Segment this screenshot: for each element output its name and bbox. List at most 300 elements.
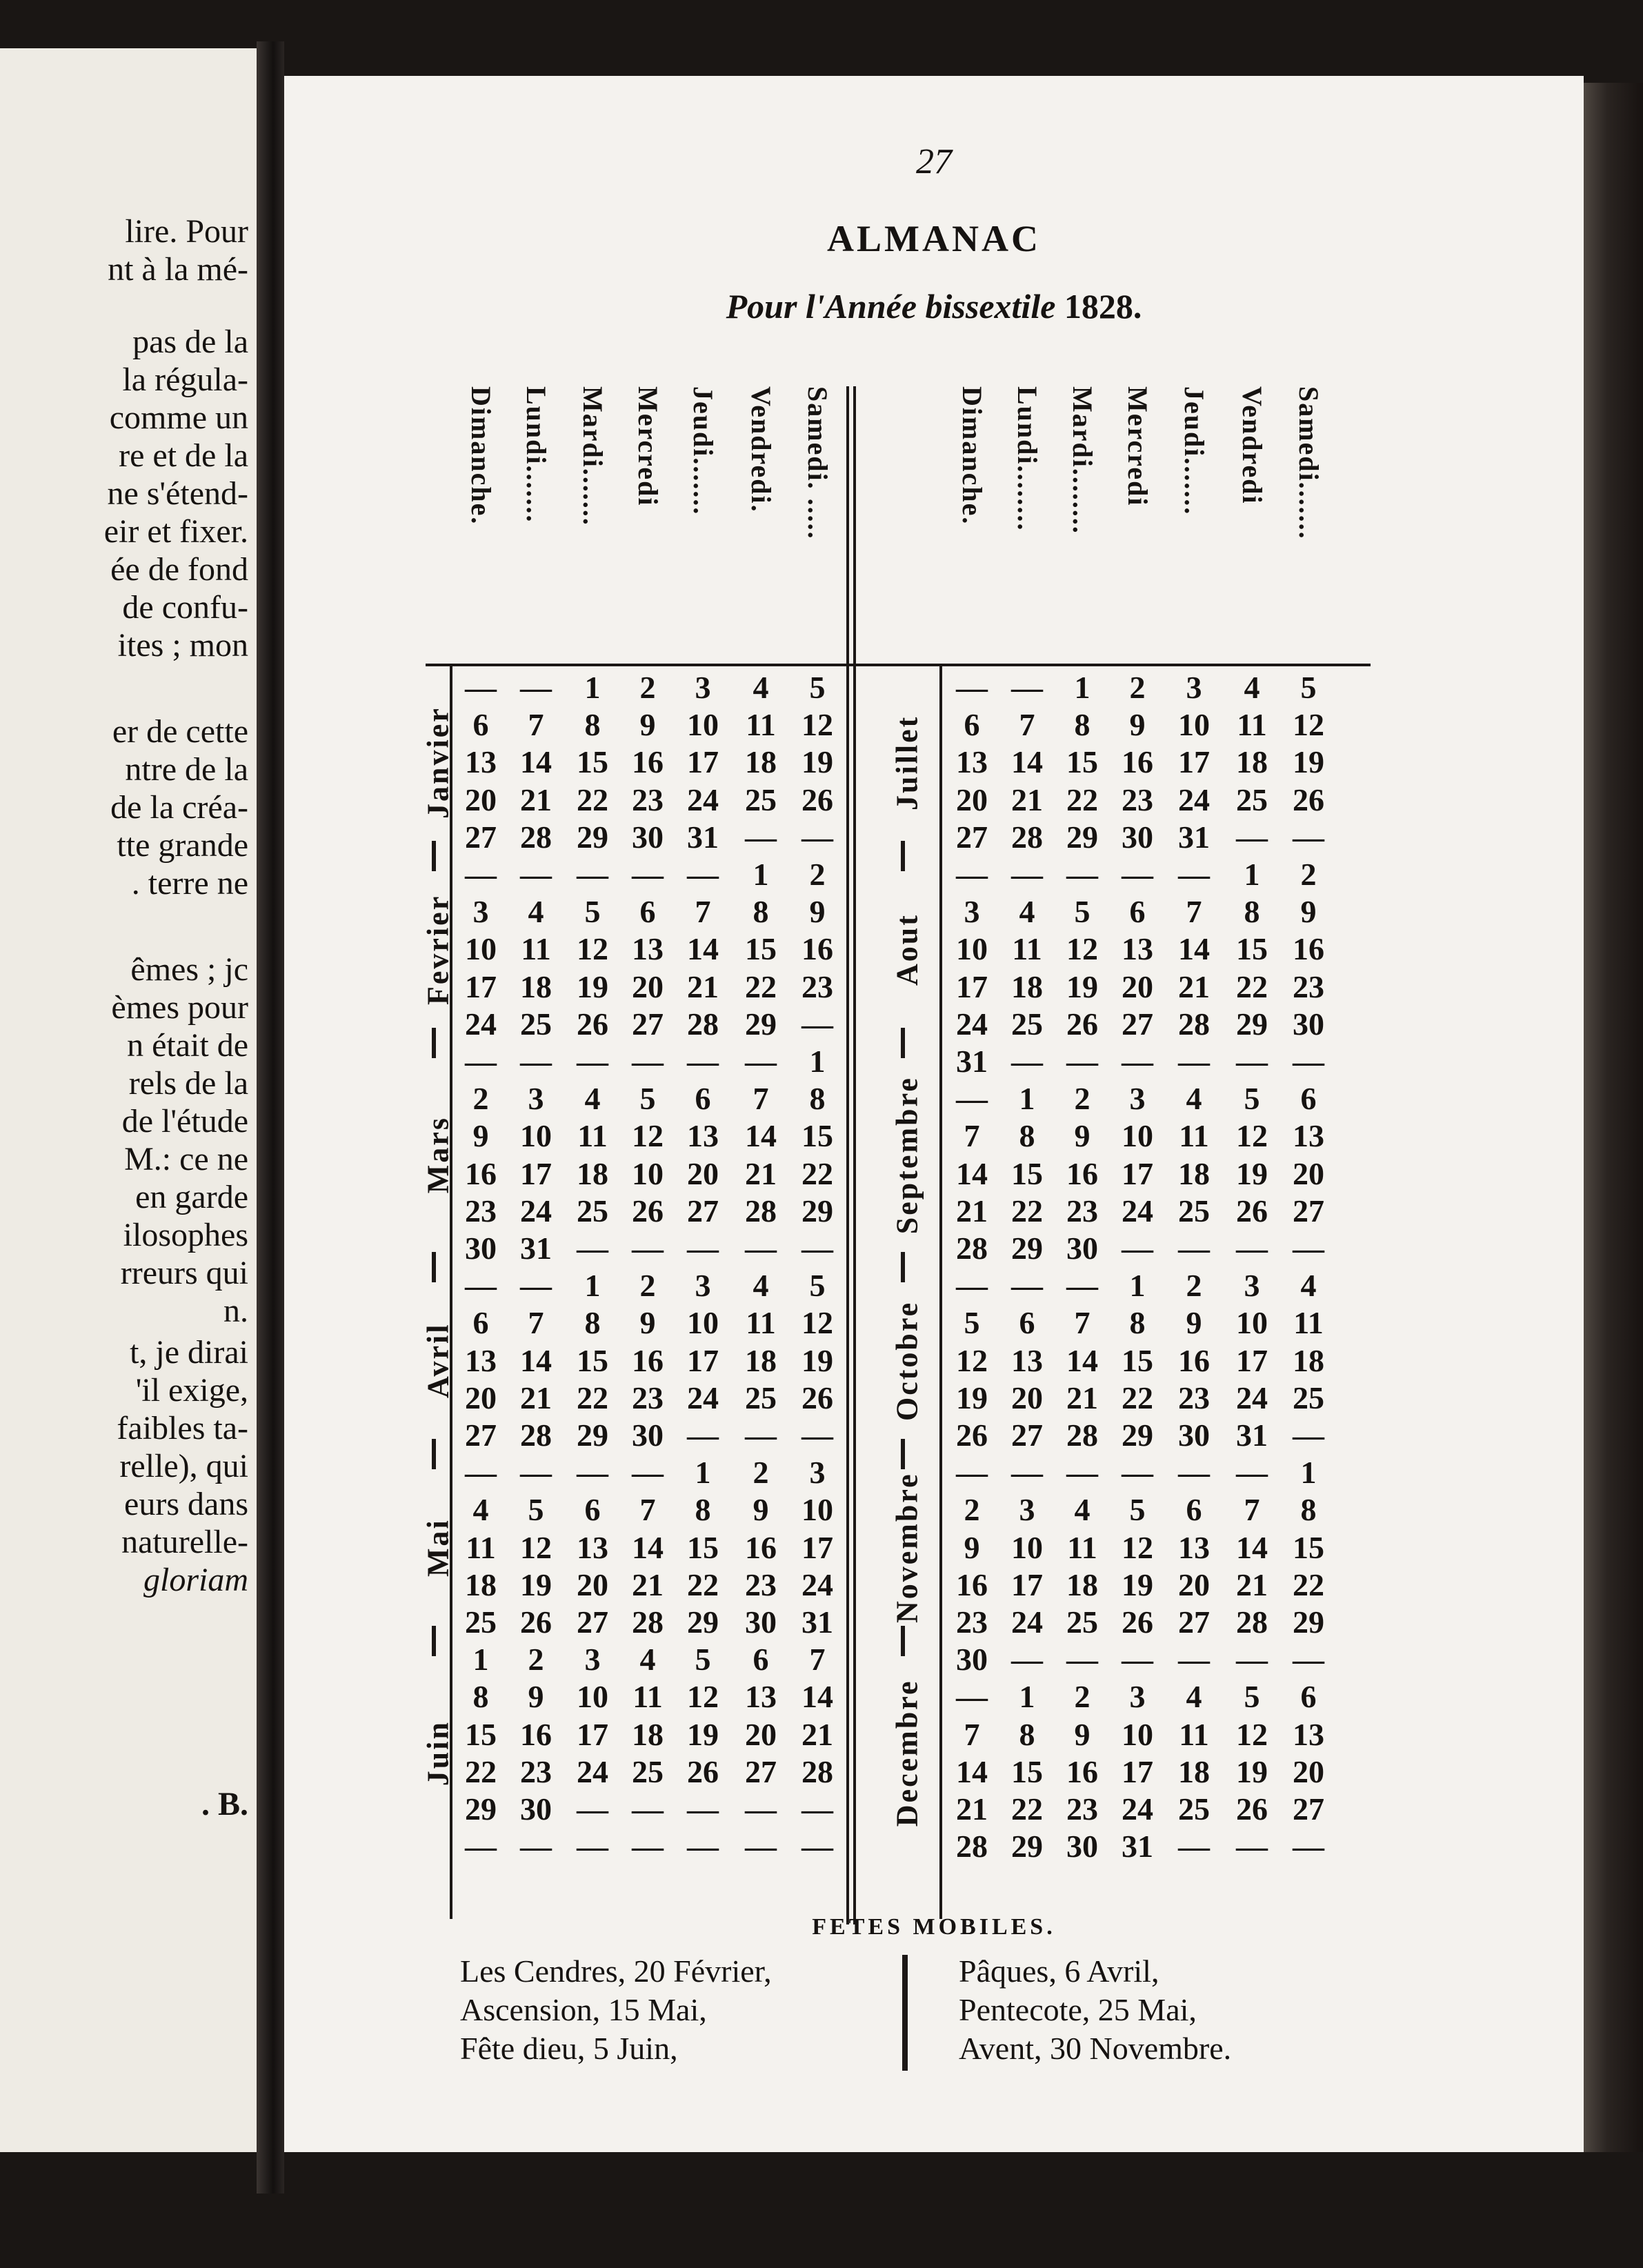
weekday-header: Vendredi (1237, 386, 1268, 505)
calendar-day: 9 (528, 1679, 544, 1715)
facing-page-line: faibles ta- (117, 1410, 248, 1446)
facing-page-line: rreurs qui (120, 1255, 248, 1291)
calendar-day: — (1011, 857, 1043, 892)
calendar-day: — (577, 1791, 608, 1827)
calendar-day: 15 (1066, 744, 1098, 780)
calendar-day: 23 (1066, 1791, 1098, 1827)
calendar-day: 18 (632, 1716, 664, 1752)
calendar-day: 6 (964, 707, 980, 743)
calendar-day: 17 (1122, 1753, 1153, 1789)
calendar-day: 10 (687, 707, 719, 743)
calendar-day: 24 (687, 782, 719, 817)
facing-page-line: relle), qui (119, 1448, 248, 1484)
calendar-day: — (1011, 1455, 1043, 1491)
calendar-day: 19 (1122, 1566, 1153, 1602)
calendar-day: 6 (1186, 1492, 1202, 1528)
calendar-day: — (520, 670, 552, 705)
calendar-day: 25 (1066, 1604, 1098, 1640)
calendar-day: — (1293, 1044, 1324, 1079)
calendar-day: 31 (1178, 819, 1210, 855)
center-double-rule (853, 386, 856, 1924)
calendar-day: 28 (520, 819, 552, 855)
calendar-day: 20 (1011, 1380, 1043, 1415)
calendar-day: 1 (584, 670, 601, 705)
calendar-day: 27 (1293, 1193, 1324, 1228)
calendar-day: 28 (745, 1193, 777, 1228)
calendar-day: 25 (1236, 782, 1268, 817)
calendar-day: 4 (1186, 1081, 1202, 1117)
calendar-day: — (577, 1231, 608, 1266)
calendar-day: 22 (577, 1380, 608, 1415)
calendar-day: 23 (1066, 1193, 1098, 1228)
fetes-divider (902, 1955, 908, 2071)
calendar-day: 4 (753, 670, 769, 705)
calendar-day: 6 (472, 707, 489, 743)
calendar-day: 19 (801, 744, 833, 780)
calendar-day: 10 (520, 1118, 552, 1154)
calendar-day: 28 (1011, 819, 1043, 855)
weekday-header: Jeudi....... (1179, 386, 1210, 516)
calendar-day: 8 (1244, 894, 1260, 930)
calendar-day: 5 (1074, 894, 1091, 930)
calendar-day: 2 (1074, 1679, 1091, 1715)
calendar-day: 17 (956, 968, 988, 1004)
calendar-day: 19 (1293, 744, 1324, 780)
calendar-day: 18 (1178, 1155, 1210, 1191)
calendar-day: — (577, 1829, 608, 1864)
calendar-day: 9 (1074, 1716, 1091, 1752)
calendar-day: — (465, 1268, 497, 1304)
calendar-day: 6 (1019, 1305, 1035, 1341)
calendar-day: 16 (1293, 931, 1324, 967)
page-subtitle (284, 286, 1584, 326)
subtitle-year: 1828. (1064, 287, 1142, 326)
calendar-day: 13 (1293, 1118, 1324, 1154)
calendar-day: 22 (1011, 1791, 1043, 1827)
facing-page-line: M.: ce ne (124, 1141, 248, 1177)
calendar-day: 21 (956, 1791, 988, 1827)
calendar-day: 16 (801, 931, 833, 967)
calendar-day: — (520, 1829, 552, 1864)
calendar-day: 4 (584, 1081, 601, 1117)
calendar-day: 5 (1129, 1492, 1146, 1528)
facing-page-line: re et de la (119, 437, 248, 474)
calendar-day: 14 (632, 1529, 664, 1565)
calendar-day: — (1122, 1642, 1153, 1678)
calendar-day: 2 (1186, 1268, 1202, 1304)
calendar-day: — (745, 1829, 777, 1864)
calendar-day: 13 (465, 744, 497, 780)
calendar-day: 11 (521, 931, 551, 967)
calendar-day: 19 (520, 1566, 552, 1602)
calendar-day: 14 (745, 1118, 777, 1154)
calendar-day: 18 (577, 1155, 608, 1191)
calendar-day: — (956, 1455, 988, 1491)
calendar-day: 23 (465, 1193, 497, 1228)
calendar-day: 6 (584, 1492, 601, 1528)
calendar-day: 26 (1236, 1193, 1268, 1228)
calendar-day: 23 (632, 782, 664, 817)
calendar-day: 29 (1011, 1829, 1043, 1864)
calendar-day: 5 (639, 1081, 656, 1117)
calendar-day: — (687, 1231, 719, 1266)
calendar-day: 8 (584, 1305, 601, 1341)
calendar-day: 25 (745, 1380, 777, 1415)
calendar-day: 1 (753, 857, 769, 892)
calendar-day: — (1011, 670, 1043, 705)
header-rule (426, 664, 1371, 666)
calendar-day: 14 (1178, 931, 1210, 967)
calendar-day: 5 (809, 670, 826, 705)
fetes-right-line: Pâques, 6 Avril, (959, 1953, 1159, 1989)
calendar-day: 31 (1236, 1418, 1268, 1453)
calendar-day: 5 (809, 1268, 826, 1304)
calendar-day: 22 (465, 1753, 497, 1789)
month-label: Fevrier (421, 894, 455, 1005)
calendar-day: 13 (745, 1679, 777, 1715)
calendar-day: 27 (1122, 1006, 1153, 1042)
calendar-day: 12 (520, 1529, 552, 1565)
calendar-day: 17 (1178, 744, 1210, 780)
calendar-day: 12 (956, 1342, 988, 1378)
weekday-header: Jeudi....... (688, 386, 719, 516)
calendar-day: 27 (465, 819, 497, 855)
calendar-day: 14 (520, 1342, 552, 1378)
book-gutter (257, 41, 284, 2194)
calendar-day: 26 (1293, 782, 1324, 817)
facing-page-line: eir et fixer. (103, 513, 248, 550)
calendar-day: 14 (801, 1679, 833, 1715)
calendar-day: 26 (687, 1753, 719, 1789)
calendar-day: 11 (1012, 931, 1042, 967)
calendar-day: 13 (465, 1342, 497, 1378)
calendar-day: 11 (1067, 1529, 1097, 1565)
calendar-day: — (956, 1679, 988, 1715)
calendar-day: 29 (1293, 1604, 1324, 1640)
calendar-day: 25 (1011, 1006, 1043, 1042)
calendar-day: 13 (1122, 931, 1153, 967)
calendar-day: 19 (1236, 1155, 1268, 1191)
calendar-day: — (1011, 1642, 1043, 1678)
calendar-day: — (1236, 1231, 1268, 1266)
page-edge (1584, 83, 1643, 2152)
calendar-day: 27 (1178, 1604, 1210, 1640)
calendar-day: 30 (1293, 1006, 1324, 1042)
calendar-day: 24 (1178, 782, 1210, 817)
calendar-day: 4 (1244, 670, 1260, 705)
weekday-header: Mardi........ (1067, 386, 1098, 535)
calendar-day: 26 (801, 1380, 833, 1415)
calendar-day: 8 (584, 707, 601, 743)
calendar-day: 29 (745, 1006, 777, 1042)
calendar-day: 1 (1074, 670, 1091, 705)
facing-page-line: de confu- (122, 589, 248, 626)
calendar-day: 28 (1066, 1418, 1098, 1453)
facing-page-line: lire. Pour (125, 213, 248, 250)
calendar-day: — (632, 1231, 664, 1266)
calendar-day: 18 (520, 968, 552, 1004)
calendar-day: 29 (801, 1193, 833, 1228)
calendar-day: 17 (1011, 1566, 1043, 1602)
weekday-header: Mardi....... (577, 386, 608, 526)
month-label: Janvier (421, 706, 455, 819)
calendar-day: 18 (1293, 1342, 1324, 1378)
calendar-day: 24 (1236, 1380, 1268, 1415)
calendar-day: 2 (639, 1268, 656, 1304)
calendar-day: 8 (472, 1679, 489, 1715)
calendar-day: — (1011, 1044, 1043, 1079)
calendar-day: 15 (745, 931, 777, 967)
calendar-day: 9 (1129, 707, 1146, 743)
calendar-day: 30 (1178, 1418, 1210, 1453)
calendar-day: — (1178, 1829, 1210, 1864)
calendar-day: 18 (1066, 1566, 1098, 1602)
calendar-day: — (520, 1044, 552, 1079)
calendar-day: 26 (632, 1193, 664, 1228)
calendar-day: 13 (956, 744, 988, 780)
calendar-day: 24 (956, 1006, 988, 1042)
calendar-day: 25 (1178, 1193, 1210, 1228)
facing-page-line: ntre de la (125, 751, 248, 788)
facing-page-line: . terre ne (131, 865, 248, 902)
calendar-day: 20 (956, 782, 988, 817)
calendar-day: 26 (577, 1006, 608, 1042)
calendar-day: 4 (472, 1492, 489, 1528)
calendar-day: 10 (577, 1679, 608, 1715)
calendar-day: 29 (1011, 1231, 1043, 1266)
month-label: Novembre (890, 1472, 924, 1624)
calendar-day: 2 (753, 1455, 769, 1491)
calendar-day: 27 (1293, 1791, 1324, 1827)
calendar-day: 11 (633, 1679, 663, 1715)
calendar-day: — (801, 1006, 833, 1042)
calendar-day: — (745, 1791, 777, 1827)
calendar-day: — (465, 1829, 497, 1864)
calendar-day: 4 (1186, 1679, 1202, 1715)
calendar-day: 4 (1074, 1492, 1091, 1528)
calendar-day: 20 (465, 782, 497, 817)
calendar-day: 6 (1129, 894, 1146, 930)
calendar-day: — (687, 1791, 719, 1827)
calendar-day: 29 (577, 1418, 608, 1453)
month-label: Septembre (890, 1076, 924, 1235)
calendar-day: 15 (1011, 1753, 1043, 1789)
calendar-day: 1 (1019, 1679, 1035, 1715)
calendar-day: — (801, 1829, 833, 1864)
calendar-day: 11 (1237, 707, 1267, 743)
calendar-day: 5 (528, 1492, 544, 1528)
calendar-day: 6 (753, 1642, 769, 1678)
calendar-day: — (1236, 1829, 1268, 1864)
calendar-day: 2 (1300, 857, 1317, 892)
calendar-day: 18 (745, 1342, 777, 1378)
calendar-day: 9 (809, 894, 826, 930)
calendar-day: — (577, 1044, 608, 1079)
calendar-day: 16 (632, 744, 664, 780)
month-label: Avril (421, 1322, 455, 1399)
calendar-day: — (801, 819, 833, 855)
calendar-day: 27 (956, 819, 988, 855)
calendar-day: 3 (695, 1268, 711, 1304)
facing-page-line: t, je dirai (130, 1334, 248, 1371)
calendar-day: 29 (1066, 819, 1098, 855)
calendar-day: 19 (577, 968, 608, 1004)
calendar-day: — (465, 670, 497, 705)
fetes-left-line: Les Cendres, 20 Février, (460, 1953, 772, 1989)
calendar-day: 3 (472, 894, 489, 930)
calendar-day: 19 (687, 1716, 719, 1752)
calendar-day: 10 (1122, 1118, 1153, 1154)
calendar-day: 11 (746, 707, 776, 743)
calendar-day: — (632, 857, 664, 892)
page-title: ALMANAC (827, 218, 1041, 259)
calendar-day: 2 (639, 670, 656, 705)
calendar-day: 13 (1178, 1529, 1210, 1565)
calendar-day: 23 (956, 1604, 988, 1640)
calendar-day: 9 (1186, 1305, 1202, 1341)
calendar-day: — (956, 857, 988, 892)
fetes-left-line: Fête dieu, 5 Juin, (460, 2031, 678, 2066)
calendar-day: 28 (632, 1604, 664, 1640)
calendar-day: 1 (1019, 1081, 1035, 1117)
calendar-day: — (1293, 1642, 1324, 1678)
calendar-day: 29 (687, 1604, 719, 1640)
calendar-day: — (956, 1268, 988, 1304)
almanac-page (284, 76, 1584, 2152)
calendar-day: 28 (687, 1006, 719, 1042)
calendar-day: 24 (687, 1380, 719, 1415)
fetes-right-line: Pentecote, 25 Mai, (959, 1992, 1197, 2027)
calendar-day: — (745, 1418, 777, 1453)
weekday-header: Mercredi (633, 386, 664, 507)
calendar-day: 15 (801, 1118, 833, 1154)
calendar-day: 1 (1129, 1268, 1146, 1304)
calendar-day: 7 (809, 1642, 826, 1678)
calendar-day: 12 (801, 707, 833, 743)
facing-page-line: n. (223, 1293, 248, 1329)
calendar-day: 23 (745, 1566, 777, 1602)
facing-page-line: la régula- (122, 361, 248, 398)
calendar-day: — (1122, 1231, 1153, 1266)
calendar-day: 10 (956, 931, 988, 967)
calendar-day: 28 (1178, 1006, 1210, 1042)
calendar-day: 10 (801, 1492, 833, 1528)
facing-page-line: eurs dans (124, 1486, 248, 1522)
calendar-day: 14 (956, 1753, 988, 1789)
calendar-day: 17 (1122, 1155, 1153, 1191)
facing-page-line: 'il exige, (135, 1372, 248, 1409)
calendar-day: 22 (1122, 1380, 1153, 1415)
month-label: Aout (890, 913, 924, 986)
calendar-day: 11 (1293, 1305, 1324, 1341)
calendar-day: 16 (1066, 1155, 1098, 1191)
calendar-day: 4 (528, 894, 544, 930)
calendar-day: 1 (1244, 857, 1260, 892)
calendar-day: 9 (1074, 1118, 1091, 1154)
calendar-day: 1 (695, 1455, 711, 1491)
calendar-day: 21 (801, 1716, 833, 1752)
calendar-day: 8 (809, 1081, 826, 1117)
calendar-day: 12 (1293, 707, 1324, 743)
calendar-day: 26 (1066, 1006, 1098, 1042)
facing-page-line: èmes pour (111, 989, 248, 1026)
facing-page-line: en garde (135, 1179, 248, 1215)
calendar-day: — (632, 1829, 664, 1864)
calendar-day: — (1293, 1829, 1324, 1864)
calendar-day: — (1236, 819, 1268, 855)
calendar-day: — (1066, 857, 1098, 892)
calendar-day: — (1178, 1455, 1210, 1491)
calendar-day: 3 (964, 894, 980, 930)
calendar-day: 6 (639, 894, 656, 930)
calendar-day: 30 (1122, 819, 1153, 855)
calendar-day: 30 (1066, 1829, 1098, 1864)
facing-page-line: er de cette (112, 713, 248, 750)
calendar-day: 20 (632, 968, 664, 1004)
calendar-day: — (687, 1829, 719, 1864)
calendar-day: — (1178, 1044, 1210, 1079)
calendar-day: 3 (584, 1642, 601, 1678)
calendar-day: 24 (465, 1006, 497, 1042)
calendar-day: 26 (801, 782, 833, 817)
calendar-day: — (465, 1044, 497, 1079)
calendar-day: 22 (577, 782, 608, 817)
calendar-day: 13 (1011, 1342, 1043, 1378)
calendar-day: 28 (1236, 1604, 1268, 1640)
calendar-day: — (745, 1044, 777, 1079)
calendar-day: — (1293, 1231, 1324, 1266)
calendar-day: — (465, 1455, 497, 1491)
month-label: Mai (421, 1518, 455, 1578)
calendar-day: 23 (801, 968, 833, 1004)
calendar-day: 16 (956, 1566, 988, 1602)
calendar-day: 10 (687, 1305, 719, 1341)
calendar-day: 17 (687, 744, 719, 780)
calendar-day: 12 (1236, 1118, 1268, 1154)
facing-page-line: comme un (109, 399, 248, 436)
calendar-day: 8 (1300, 1492, 1317, 1528)
calendar-day: 28 (956, 1231, 988, 1266)
calendar-day: — (745, 819, 777, 855)
calendar-day: 13 (1293, 1716, 1324, 1752)
calendar-day: — (1066, 1044, 1098, 1079)
calendar-day: 20 (465, 1380, 497, 1415)
facing-page-line: n était de (127, 1027, 248, 1064)
calendar-day: 2 (809, 857, 826, 892)
calendar-day: — (1178, 857, 1210, 892)
calendar-day: — (520, 1268, 552, 1304)
calendar-day: 15 (577, 744, 608, 780)
facing-page-line: rels de la (128, 1065, 248, 1102)
weekday-header: Dimanche. (957, 386, 988, 526)
calendar-day: 27 (1011, 1418, 1043, 1453)
calendar-day: 20 (1293, 1155, 1324, 1191)
facing-page-line: pas de la (132, 324, 248, 360)
calendar-day: 21 (956, 1193, 988, 1228)
calendar-day: 5 (695, 1642, 711, 1678)
calendar-day: 10 (1011, 1529, 1043, 1565)
calendar-day: 3 (809, 1455, 826, 1491)
calendar-day: 28 (956, 1829, 988, 1864)
calendar-day: 17 (520, 1155, 552, 1191)
calendar-day: 25 (1178, 1791, 1210, 1827)
calendar-day: 21 (520, 1380, 552, 1415)
calendar-day: 22 (1236, 968, 1268, 1004)
calendar-day: 30 (632, 1418, 664, 1453)
calendar-day: 1 (1300, 1455, 1317, 1491)
calendar-day: 12 (632, 1118, 664, 1154)
calendar-day: 7 (695, 894, 711, 930)
